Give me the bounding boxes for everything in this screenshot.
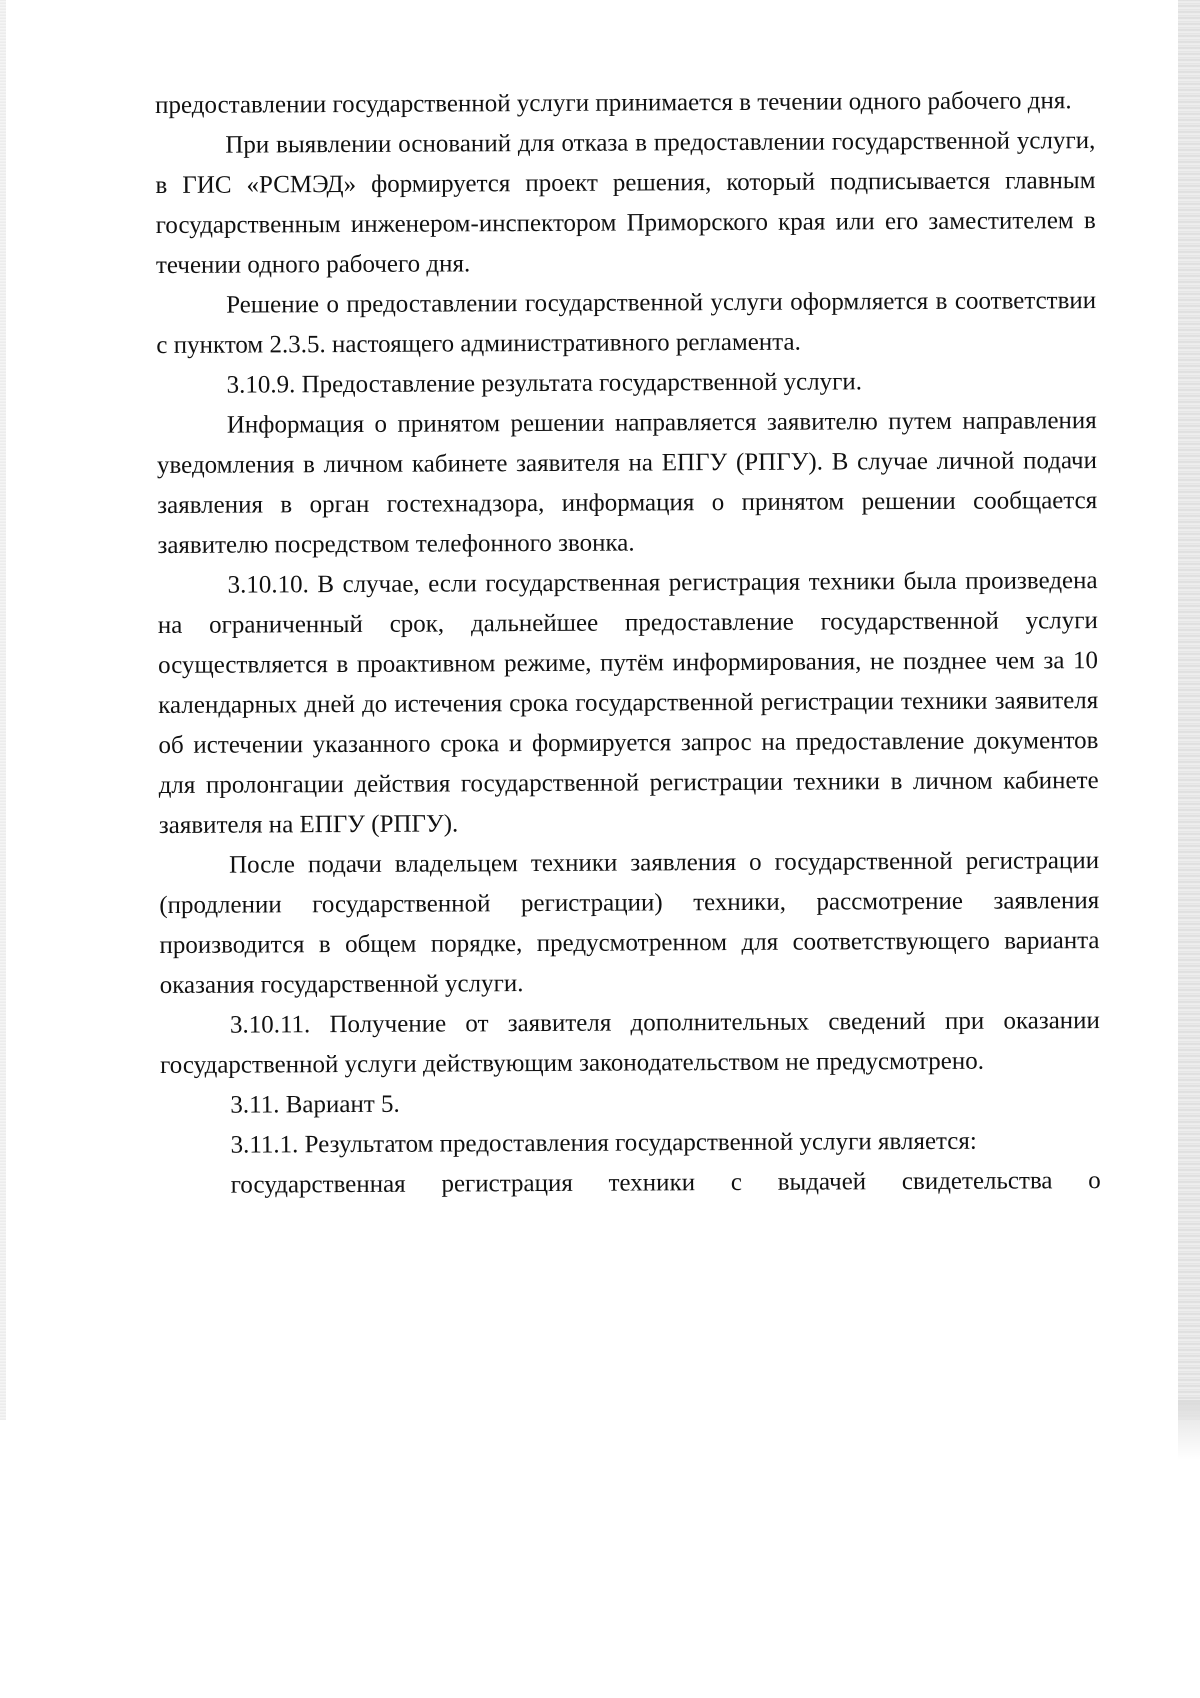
scan-edge-right-fade [1178, 1400, 1200, 1460]
paragraph: 3.10.9. Предоставление результата государственной услуги. [226, 368, 863, 399]
paragraph: Информация о принятом решении направляется заявителю путем направления уведомления в личном кабинете заявителя на ЕПГУ (РПГУ). В случае личной подачи заявления в орган гостехнадзора, информация о принятом решении сообщается заявителю посредством телефонного звонка. [156, 407, 1098, 559]
scan-edge-left [0, 0, 6, 1420]
scan-edge-right [1178, 0, 1200, 1420]
paragraph: 3.11. Вариант 5. [230, 1090, 400, 1119]
paragraph: Решение о предоставлении государственной услуги оформляется в соответствии с пунктом 2.3.5. настоящего административного регламента. [156, 287, 1097, 359]
paragraph: После подачи владельцем техники заявления о государственной регистрации (продлении государственной регистрации) техники, рассмотрение заявления производится в общем порядке, предусмотренном для соответствующего варианта оказания государственной услуги. [159, 847, 1100, 999]
paragraph: 3.11.1. Результатом предоставления государственной услуги является: [230, 1127, 977, 1159]
document-body [155, 81, 1101, 1206]
paragraph: 3.10.10. В случае, если государственная регистрация техники была произведена на ограниченный срок, дальнейшее предоставление государственной услуги осуществляется в проактивном режиме, путём информирования, не позднее чем за 10 календарных дней до истечения срока государственной регистрации техники заявителя об истечении указанного срока и формируется запрос на предоставление документов для пролонгации действия государственной регистрации техники в личном кабинете заявителя на ЕПГУ (РПГУ). [157, 567, 1099, 839]
paragraph: предоставлении государственной услуги принимается в течении одного рабочего дня. [155, 87, 1072, 119]
paragraph: государственная регистрация техники с выдачей свидетельства о [230, 1167, 1101, 1199]
paragraph: 3.10.11. Получение от заявителя дополнительных сведений при оказании государственной услуги действующим законодательством не предусмотрено. [160, 1007, 1100, 1079]
paragraph: При выявлении оснований для отказа в предоставлении государственной услуги, в ГИС «РСМЭД» формируется проект решения, который подписывается главным государственным инженером-инспектором Приморского края или его заместителем в течении одного рабочего дня. [155, 127, 1096, 279]
